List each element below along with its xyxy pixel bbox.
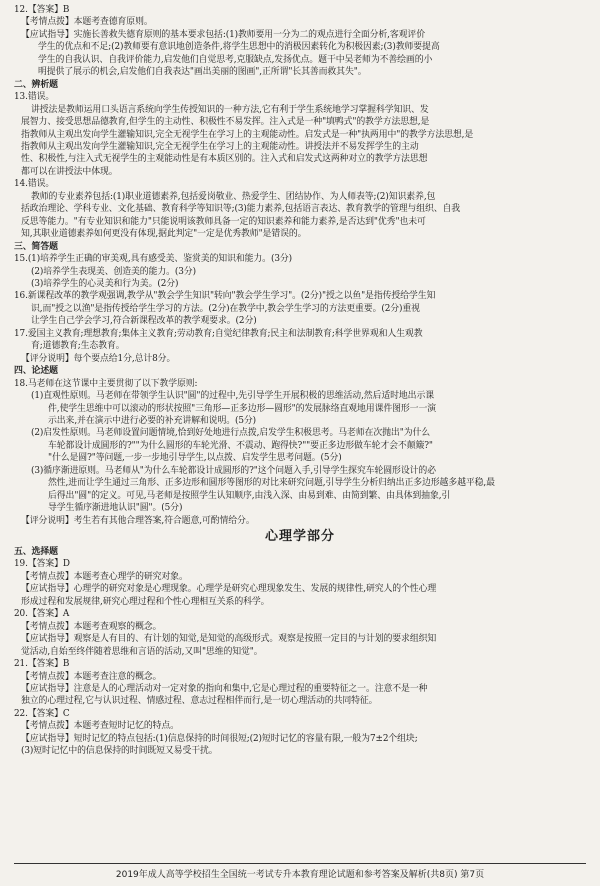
text-line: 括政治理论、学科专业、文化基础、教育科学等知识等;(3)能力素养,包括语言表达、教育教学的管理与组织、自我: [21, 204, 461, 215]
section-heading: 四、论述题: [14, 366, 58, 377]
text-line: 性、积极性,与注入式无视学生的主观能动性是有本质区别的。注入式和启发式这两种对立的教学方法思想: [21, 154, 428, 165]
text-line: 育;道德教育;生态教育。: [31, 341, 125, 352]
text-line: 件,使学生思维中可以滚动的形状按照"三角形—正多边形—圆形"的发展脉络直观地用课件图形一一演: [48, 403, 437, 414]
text-line: 形成过程和发展规律,研究心理过程和个性心理相互关系的科学。: [21, 596, 270, 607]
text-line: 反思等能力。"有专业知识和能力"只能说明该教师具备一定的知识素养和能力素养,是否达到"优秀"也未可: [21, 216, 426, 227]
text-line: 导学生循序渐进地认识"圆"。(5分): [48, 503, 183, 514]
text-line: 都可以在讲授法中体现。: [21, 166, 118, 177]
section-heading: 三、简答题: [14, 241, 58, 252]
text-line: 【考情点拨】本题考查注意的概念。: [21, 671, 162, 682]
text-line: (3)循序渐进原则。马老师从"为什么车轮都设计成圆形的?"这个问题入手,引导学生探究车轮圆形设计的必: [31, 465, 436, 476]
text-line: (2)启发性原则。马老师设置问题情境,恰到好处地进行点拨,启发学生积极思考。马老师在次抛出"为什么: [31, 428, 431, 439]
text-line: 15.(1)培养学生正确的审美观,具有感受美、鉴赏美的知识和能力。(3分): [14, 254, 293, 265]
text-line: 【考情点拨】本题考查德育原则。: [21, 17, 153, 28]
text-line: (2)培养学生表现美、创造美的能力。(3分): [31, 266, 196, 277]
text-line: 教师的专业素养包括:(1)职业道德素养,包括爱岗敬业、热爱学生、团结协作、为人师表等;(2)知识素养,包: [31, 191, 436, 202]
text-line: 【评分说明】考生若有其他合理答案,符合题意,可酌情给分。: [21, 515, 255, 526]
text-line: 觉活动,自始至终伴随着思维和言语的活动,又叫"思维的知觉"。: [21, 646, 263, 657]
text-line: 让学生自己学会学习,符合新课程改革的教学观要求。(2分): [31, 316, 257, 327]
text-line: 然性,进而让学生通过三角形、正多边形和圆形等图形的对比来研究问题,引导学生分析归纳出正多边形越多越平稳,最: [48, 478, 495, 489]
text-line: 【考情点拨】本题考查心理学的研究对象。: [21, 571, 188, 582]
text-line: 知,其职业道德素养如何更没有体现,据此判定"一定是优秀教师"是错误的。: [21, 229, 307, 240]
pedagogy-answers: [14, 4, 586, 527]
text-line: 【应试指导】观察是人有目的、有计划的知觉,是知觉的高级形式。观察是按照一定目的与计划的要求组织知: [21, 634, 437, 645]
text-line: 展智力、接受思想品德教育,但学生的主动性、积极性不易发挥。注入式是一种"填鸭式"的教学方法思想,是: [21, 117, 430, 128]
text-line: 学生的自我认识、自我评价能力,启发他们自觉思考,克服缺点,发扬优点。题干中吴老师为不善绘画的小: [38, 54, 433, 65]
text-line: 识,而"授之以渔"是指传授给学生学习的方法。(2分)在教学中,教会学生学习的方法更重要。(2分)重视: [31, 303, 420, 314]
text-line: 【应试指导】实施长善救失德育原则的基本要求包括:(1)教师要用一分为二的观点进行全面分析,客观评价: [21, 29, 425, 40]
text-line: 【考情点拨】本题考查观察的概念。: [21, 621, 162, 632]
text-line: 【评分说明】每个要点给1分,总计8分。: [21, 353, 176, 364]
page-footer: 2019年成人高等学校招生全国统一考试专升本教育理论试题和参考答案及解析(共8页) 第7页: [14, 863, 586, 880]
text-line: 20.【答案】A: [14, 609, 70, 620]
text-line: 明提供了展示的机会,启发他们自我表达"画出美丽的图画",正所谓"长其善而救其失"。: [38, 67, 367, 78]
text-line: 21.【答案】B: [14, 659, 70, 670]
text-line: 16.新课程改革的教学观强调,教学从"教会学生知识"转向"教会学生学习"。(2分)"授之以鱼"是指传授给学生知: [14, 291, 436, 302]
text-line: 指教师从主观出发向学生灌输知识,完全无视学生在学习上的主观能动性。启发式是一种"执两用中"的教学方法思想,是: [21, 129, 474, 140]
psychology-answers: [14, 546, 586, 758]
text-line: 18.马老师在这节课中主要贯彻了以下教学原则:: [14, 378, 198, 389]
text-line: 【考情点拨】本题考查短时记忆的特点。: [21, 721, 179, 732]
text-line: 独立的心理过程,它与认识过程、情感过程、意志过程相伴而行,是一切心理活动的共同特征。: [21, 696, 378, 707]
text-line: (1)直观性原则。马老师在带领学生认识"圆"的过程中,先引导学生开展积极的思维活动,然后适时地出示课: [31, 391, 434, 402]
text-line: 12.【答案】B: [14, 5, 70, 15]
section-heading: 二、辨析题: [14, 79, 58, 90]
text-line: "什么是圆?"等问题,一步一步地引导学生,以点拨、启发学生思考问题。(5分): [48, 453, 342, 464]
text-line: 车轮都设计成圆形的?""为什么圆形的车轮光滑、不震动、跑得快?""要正多边形做车轮才会不颠簸?": [48, 440, 433, 451]
text-line: (3)短时记忆中的信息保持的时间既短又易受干扰。: [21, 746, 218, 757]
section-heading: 五、选择题: [14, 547, 58, 558]
text-line: 学生的优点和不足;(2)教师要有意识地创造条件,将学生思想中的消极因素转化为积极因素;(3)教师要提高: [38, 42, 440, 53]
text-line: 讲授法是教师运用口头语言系统向学生传授知识的一种方法,它有利于学生系统地学习掌握科学知识、发: [31, 104, 429, 115]
text-line: 指教师从主观出发向学生灌输知识,完全无视学生在学习上的主观能动性。讲授法并不易发挥学生的主动: [21, 141, 419, 152]
text-line: 【应试指导】心理学的研究对象是心理现象。心理学是研究心理现象发生、发展的规律性,研究人的个性心理: [21, 584, 437, 595]
text-line: 【应试指导】短时记忆的特点包括:(1)信息保持的时间很短;(2)短时记忆的容量有限,一般为7±2个组块;: [21, 733, 418, 744]
text-line: 17.爱国主义教育;理想教育;集体主义教育;劳动教育;自觉纪律教育;民主和法制教育;科学世界观和人生观教: [14, 328, 423, 339]
text-line: (3)培养学生的心灵美和行为美。(2分): [31, 278, 179, 289]
text-line: 19.【答案】D: [14, 559, 70, 570]
text-line: 13.错误。: [14, 92, 55, 103]
text-line: 【应试指导】注意是人的心理活动对一定对象的指向和集中,它是心理过程的重要特征之一。注意不是一种: [21, 684, 428, 695]
text-line: 14.错误。: [14, 179, 55, 190]
psychology-part-title: 心理学部分: [264, 529, 335, 545]
text-line: 示出来,并在演示中进行必要的补充讲解和说明。(5分): [48, 415, 257, 426]
text-line: 22.【答案】C: [14, 708, 70, 719]
text-line: 后得出"圆"的定义。可见,马老师是按照学生认知顺序,由浅入深、由易到难、由简到繁、由具体到抽象,引: [48, 490, 451, 501]
